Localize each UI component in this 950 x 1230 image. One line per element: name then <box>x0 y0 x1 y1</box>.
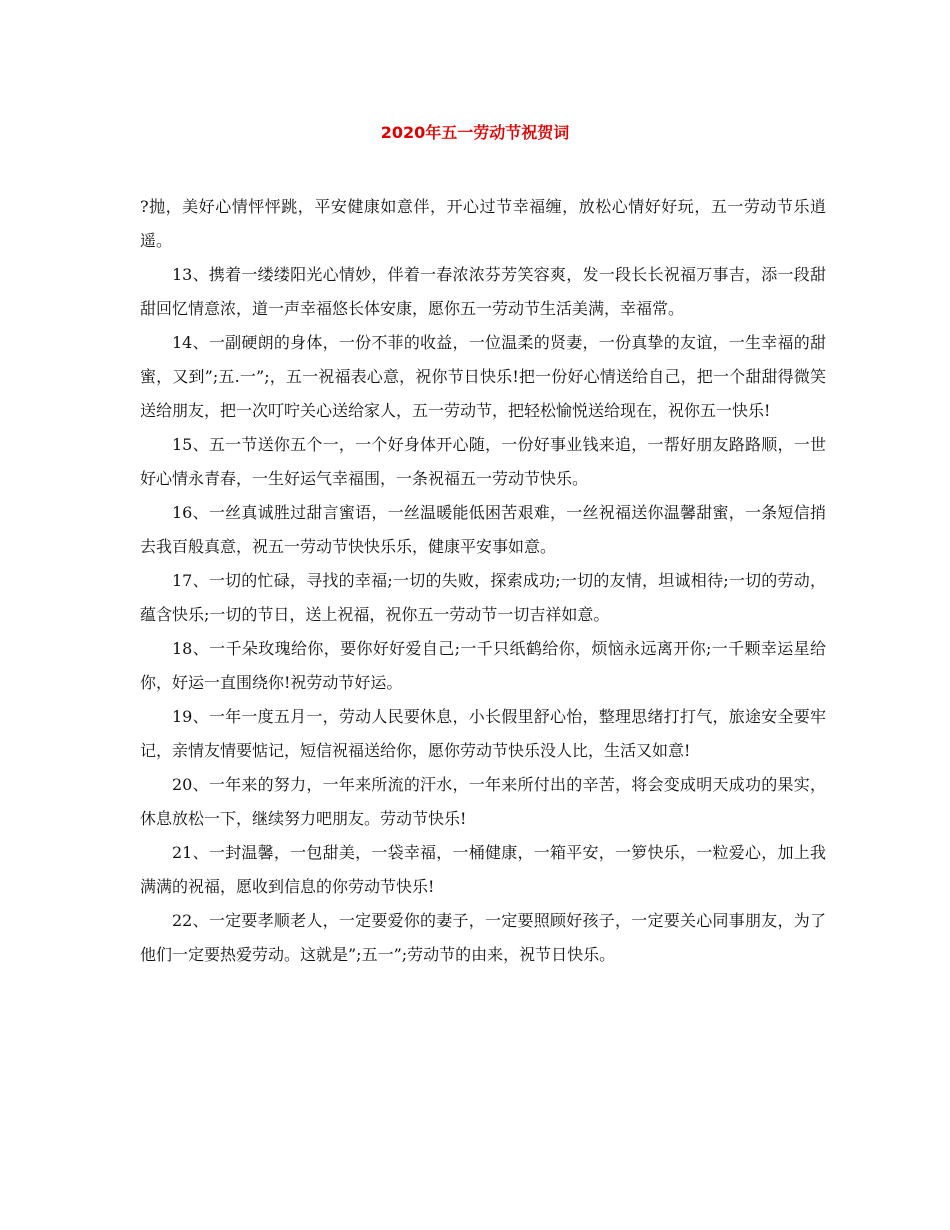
paragraph-22: 22、一定要孝顺老人，一定要爱你的妻子，一定要照顾好孩子，一定要关心同事朋友，为了他们一定要热爱劳动。这就是”;五一”;劳动节的由来，祝节日快乐。 <box>140 911 826 964</box>
paragraph-intro: ?抛，美好心情怦怦跳，平安健康如意伴，开心过节幸福缠，放松心情好好玩，五一劳动节乐逍遥。 <box>140 197 826 250</box>
paragraph-14: 14、一副硬朗的身体，一份不菲的收益，一位温柔的贤妻，一份真挚的友谊，一生幸福的甜蜜，又到”;五.一”;，五一祝福表心意，祝你节日快乐!把一份好心情送给自己，把一个甜甜得微笑送给朋友，把一次叮咛关心送给家人，五一劳动节，把轻松愉悦送给现在，祝你五一快乐! <box>140 333 826 420</box>
paragraph-19: 19、一年一度五月一，劳动人民要休息，小长假里舒心怡，整理思绪打打气，旅途安全要牢记，亲情友情要惦记，短信祝福送给你，愿你劳动节快乐没人比，生活又如意! <box>140 707 826 760</box>
paragraph-18: 18、一千朵玫瑰给你，要你好好爱自己;一千只纸鹤给你，烦恼永远离开你;一千颗幸运星给你，好运一直围绕你!祝劳动节好运。 <box>140 639 826 692</box>
paragraph-20: 20、一年来的努力，一年来所流的汗水，一年来所付出的辛苦，将会变成明天成功的果实，休息放松一下，继续努力吧朋友。劳动节快乐! <box>140 775 826 828</box>
document-title: 2020年五一劳动节祝贺词 <box>380 123 570 142</box>
document-body <box>140 190 826 972</box>
paragraph-21: 21、一封温馨，一包甜美，一袋幸福，一桶健康，一箱平安，一箩快乐，一粒爱心，加上我满满的祝福，愿收到信息的你劳动节快乐! <box>140 843 826 896</box>
paragraph-15: 15、五一节送你五个一，一个好身体开心随，一份好事业钱来追，一帮好朋友路路顺，一世好心情永青春，一生好运气幸福围，一条祝福五一劳动节快乐。 <box>140 435 826 488</box>
paragraph-17: 17、一切的忙碌，寻找的幸福;一切的失败，探索成功;一切的友情，坦诚相待;一切的劳动，蕴含快乐;一切的节日，送上祝福，祝你五一劳动节一切吉祥如意。 <box>140 571 826 624</box>
paragraph-13: 13、携着一缕缕阳光心情妙，伴着一春浓浓芬芳笑容爽，发一段长长祝福万事吉，添一段甜甜回忆情意浓，道一声幸福悠长体安康，愿你五一劳动节生活美满，幸福常。 <box>140 265 826 318</box>
paragraph-16: 16、一丝真诚胜过甜言蜜语，一丝温暖能低困苦艰难，一丝祝福送你温馨甜蜜，一条短信捎去我百般真意，祝五一劳动节快快乐乐，健康平安事如意。 <box>140 503 826 556</box>
